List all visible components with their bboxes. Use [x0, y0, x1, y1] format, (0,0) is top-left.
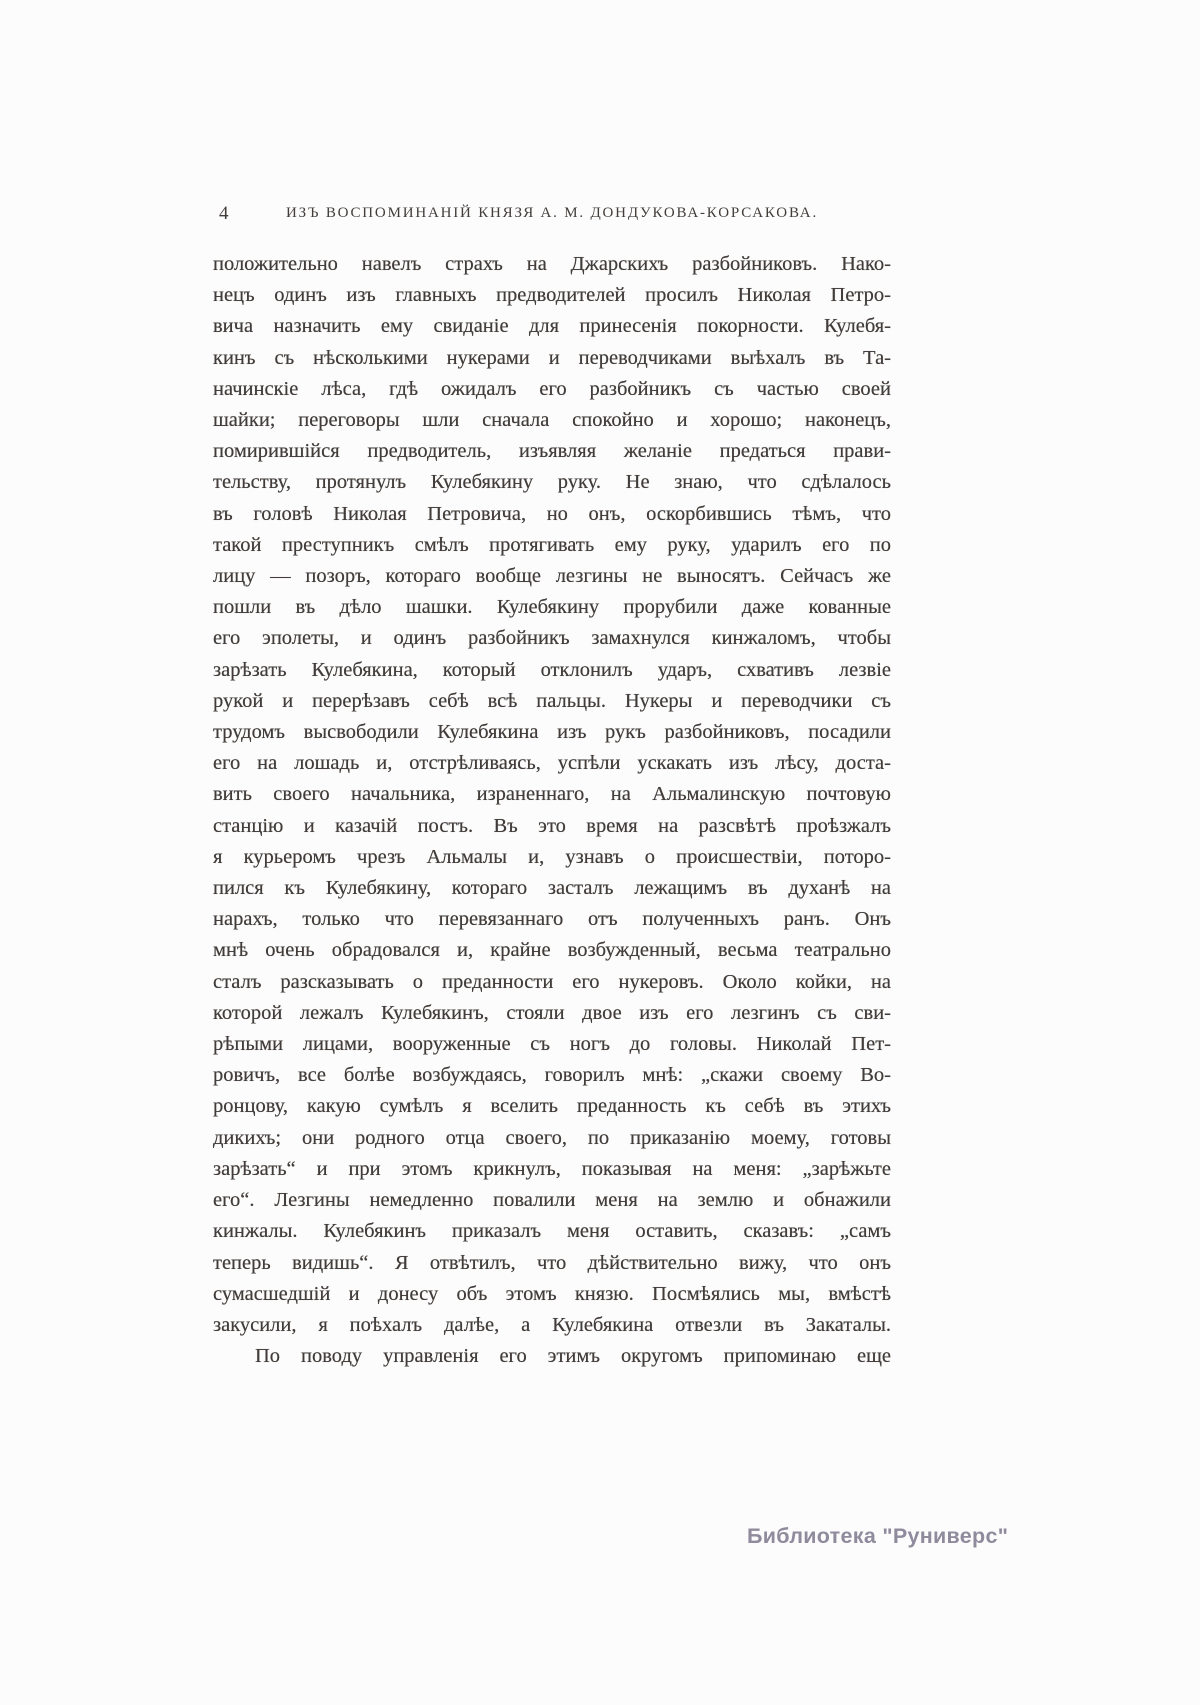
text-line: По поводу управленія его этимъ округомъ припоминаю еще — [255, 1345, 891, 1368]
text-line: нарахъ, только что перевязаннаго отъ полученныхъ ранъ. Онъ — [213, 908, 891, 931]
text-line: вить своего начальника, израненнаго, на Альмалинскую почтовую — [213, 783, 891, 806]
text-line: зарѣзать Кулебякина, который отклонилъ ударъ, схвативъ лезвіе — [213, 658, 891, 681]
text-line: мнѣ очень обрадовался и, крайне возбужденный, весьма театрально — [213, 939, 891, 962]
text-line: лицу — позоръ, котораго вообще лезгины не выносятъ. Сейчасъ же — [213, 565, 891, 588]
text-line: помирившійся предводитель, изъявляя желаніе предаться прави- — [213, 440, 891, 463]
text-line: кинжалы. Кулебякинъ приказалъ меня оставить, сказавъ: „самъ — [213, 1220, 891, 1243]
text-line: ронцову, какую сумѣлъ я вселить преданность къ себѣ въ этихъ — [213, 1095, 891, 1118]
text-line: его на лошадь и, отстрѣливаясь, успѣли ускакать изъ лѣсу, доста- — [213, 752, 891, 775]
watermark: Библиотека "Руниверс" — [747, 1524, 1009, 1548]
text-line: такой преступникъ смѣлъ протягивать ему руку, ударилъ его по — [213, 533, 891, 556]
text-line: зарѣзать“ и при этомъ крикнулъ, показывая на меня: „зарѣжьте — [213, 1157, 891, 1180]
text-line: тельству, протянулъ Кулебякину руку. Не знаю, что сдѣлалось — [213, 471, 891, 494]
text-line: кинъ съ нѣсколькими нукерами и переводчиками выѣхалъ въ Та- — [213, 346, 891, 369]
page-header — [213, 202, 891, 228]
text-line: положительно навелъ страхъ на Джарскихъ разбойниковъ. Нако- — [213, 253, 891, 275]
page-number: 4 — [219, 203, 230, 224]
text-line: теперь видишь“. Я отвѣтилъ, что дѣйствительно вижу, что онъ — [213, 1251, 891, 1274]
text-line: его эполеты, и одинъ разбойникъ замахнулся кинжаломъ, чтобы — [213, 627, 891, 650]
text-line: нецъ одинъ изъ главныхъ предводителей просилъ Николая Петро- — [213, 284, 891, 307]
text-line: его“. Лезгины немедленно повалили меня на землю и обнажили — [213, 1189, 891, 1212]
text-line: трудомъ высвободили Кулебякина изъ рукъ разбойниковъ, посадили — [213, 721, 891, 744]
text-line: сумасшедшій и донесу объ этомъ князю. Посмѣялись мы, вмѣстѣ — [213, 1282, 891, 1305]
text-line: сталъ разсказывать о преданности его нукеровъ. Около койки, на — [213, 970, 891, 993]
text-line: пошли въ дѣло шашки. Кулебякину прорубили даже кованные — [213, 596, 891, 619]
text-line: я курьеромъ чрезъ Альмалы и, узнавъ о происшествіи, поторо- — [213, 845, 891, 868]
body-text — [213, 249, 891, 1372]
running-title: ИЗЪ ВОСПОМИНАНІЙ КНЯЗЯ А. М. ДОНДУКОВА-КОРСАКОВА. — [285, 205, 818, 221]
text-line: шайки; переговоры шли сначала спокойно и хорошо; наконецъ, — [213, 409, 891, 432]
text-line: ровичъ, все болѣе возбуждаясь, говорилъ мнѣ: „скажи своему Во- — [213, 1064, 891, 1087]
text-line: закусили, я поѣхалъ далѣе, а Кулебякина отвезли въ Закаталы. — [213, 1313, 891, 1336]
text-line: которой лежалъ Кулебякинъ, стояли двое изъ его лезгинъ съ сви- — [213, 1001, 891, 1024]
text-line: начинскіе лѣса, гдѣ ожидалъ его разбойникъ съ частью своей — [213, 377, 891, 400]
text-line: рѣпыми лицами, вооруженные съ ногъ до головы. Николай Пет- — [213, 1033, 891, 1056]
text-line: станцію и казачій постъ. Въ это время на разсвѣтѣ проѣзжалъ — [213, 814, 891, 837]
text-line: дикихъ; они родного отца своего, по приказанію моему, готовы — [213, 1126, 891, 1149]
text-line: вича назначить ему свиданіе для принесенія покорности. Кулебя- — [213, 315, 891, 338]
text-line: въ головѣ Николая Петровича, но онъ, оскорбившись тѣмъ, что — [213, 502, 891, 525]
text-line: рукой и перерѣзавъ себѣ всѣ пальцы. Нукеры и переводчики съ — [213, 689, 891, 712]
text-line: пился къ Кулебякину, котораго засталъ лежащимъ въ духанѣ на — [213, 877, 891, 900]
